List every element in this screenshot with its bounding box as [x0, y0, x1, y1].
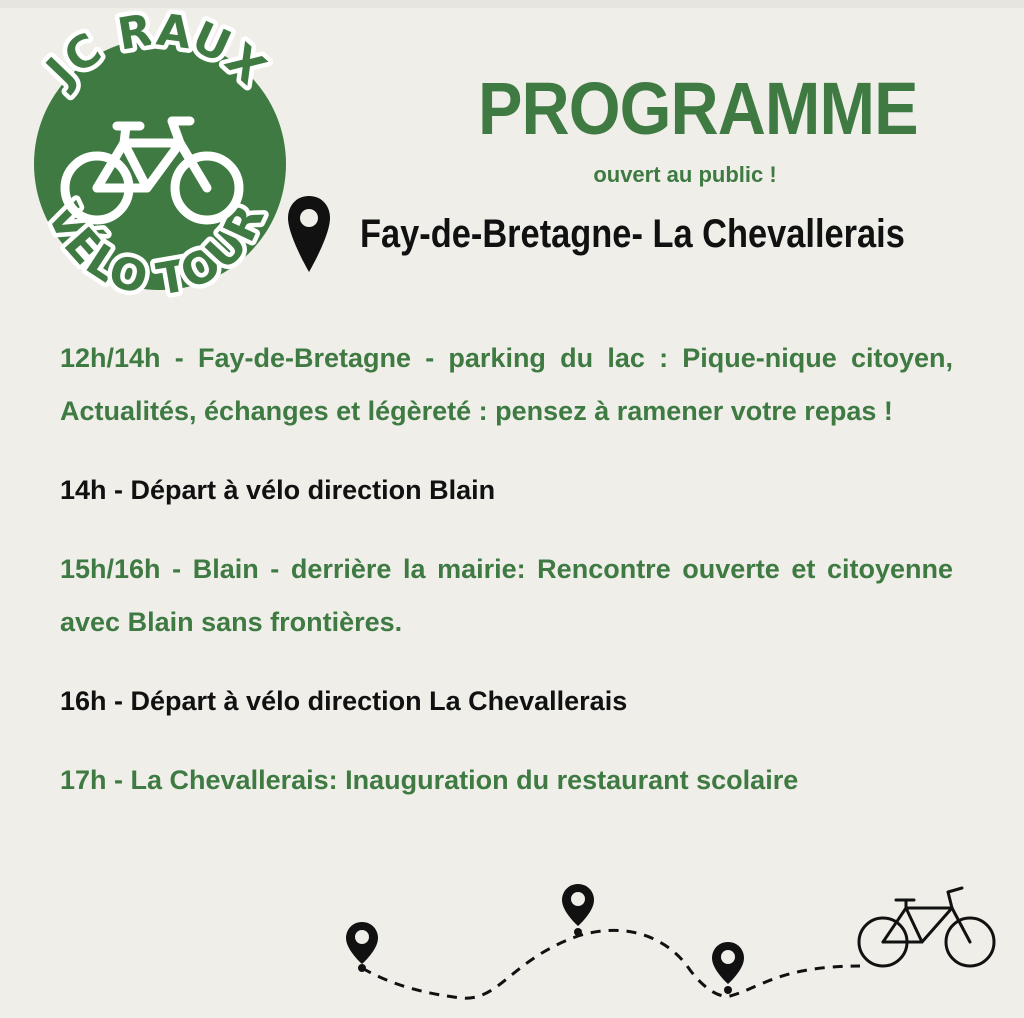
logo-bottom-text: VÉLO TOUR: [37, 196, 275, 306]
route-pin-icon: [346, 922, 378, 972]
program-list: [60, 332, 953, 807]
bicycle-outline-icon: [859, 888, 994, 966]
route-map-icon: [340, 870, 1010, 1018]
page-subtitle: ouvert au public !: [593, 162, 777, 187]
logo-top-text: JC RAUX: [36, 8, 276, 96]
program-item: 12h/14h - Fay-de-Bretagne - parking du lac : Pique-nique citoyen, Actualités, échanges et légèreté : pensez à ramener votre repas !: [60, 343, 953, 426]
program-item: 15h/16h - Blain - derrière la mairie: Rencontre ouverte et citoyenne avec Blain sans frontières.: [60, 554, 953, 637]
location-line: [286, 194, 994, 274]
page-title: PROGRAMME: [478, 67, 918, 150]
logo-graphic: [12, 8, 297, 313]
map-pin-icon: [286, 194, 332, 274]
route-pin-icon: [712, 942, 744, 994]
program-item: 17h - La Chevallerais: Inauguration du restaurant scolaire: [60, 765, 799, 795]
program-item: 16h - Départ à vélo direction La Chevallerais: [60, 686, 628, 716]
program-item: 14h - Départ à vélo direction Blain: [60, 475, 496, 505]
route-pin-icon: [562, 884, 594, 936]
logo: [12, 8, 297, 313]
location-text: Fay-de-Bretagne- La Chevallerais: [360, 211, 905, 256]
bicycle-icon: [65, 121, 239, 220]
top-band: [0, 0, 1024, 8]
